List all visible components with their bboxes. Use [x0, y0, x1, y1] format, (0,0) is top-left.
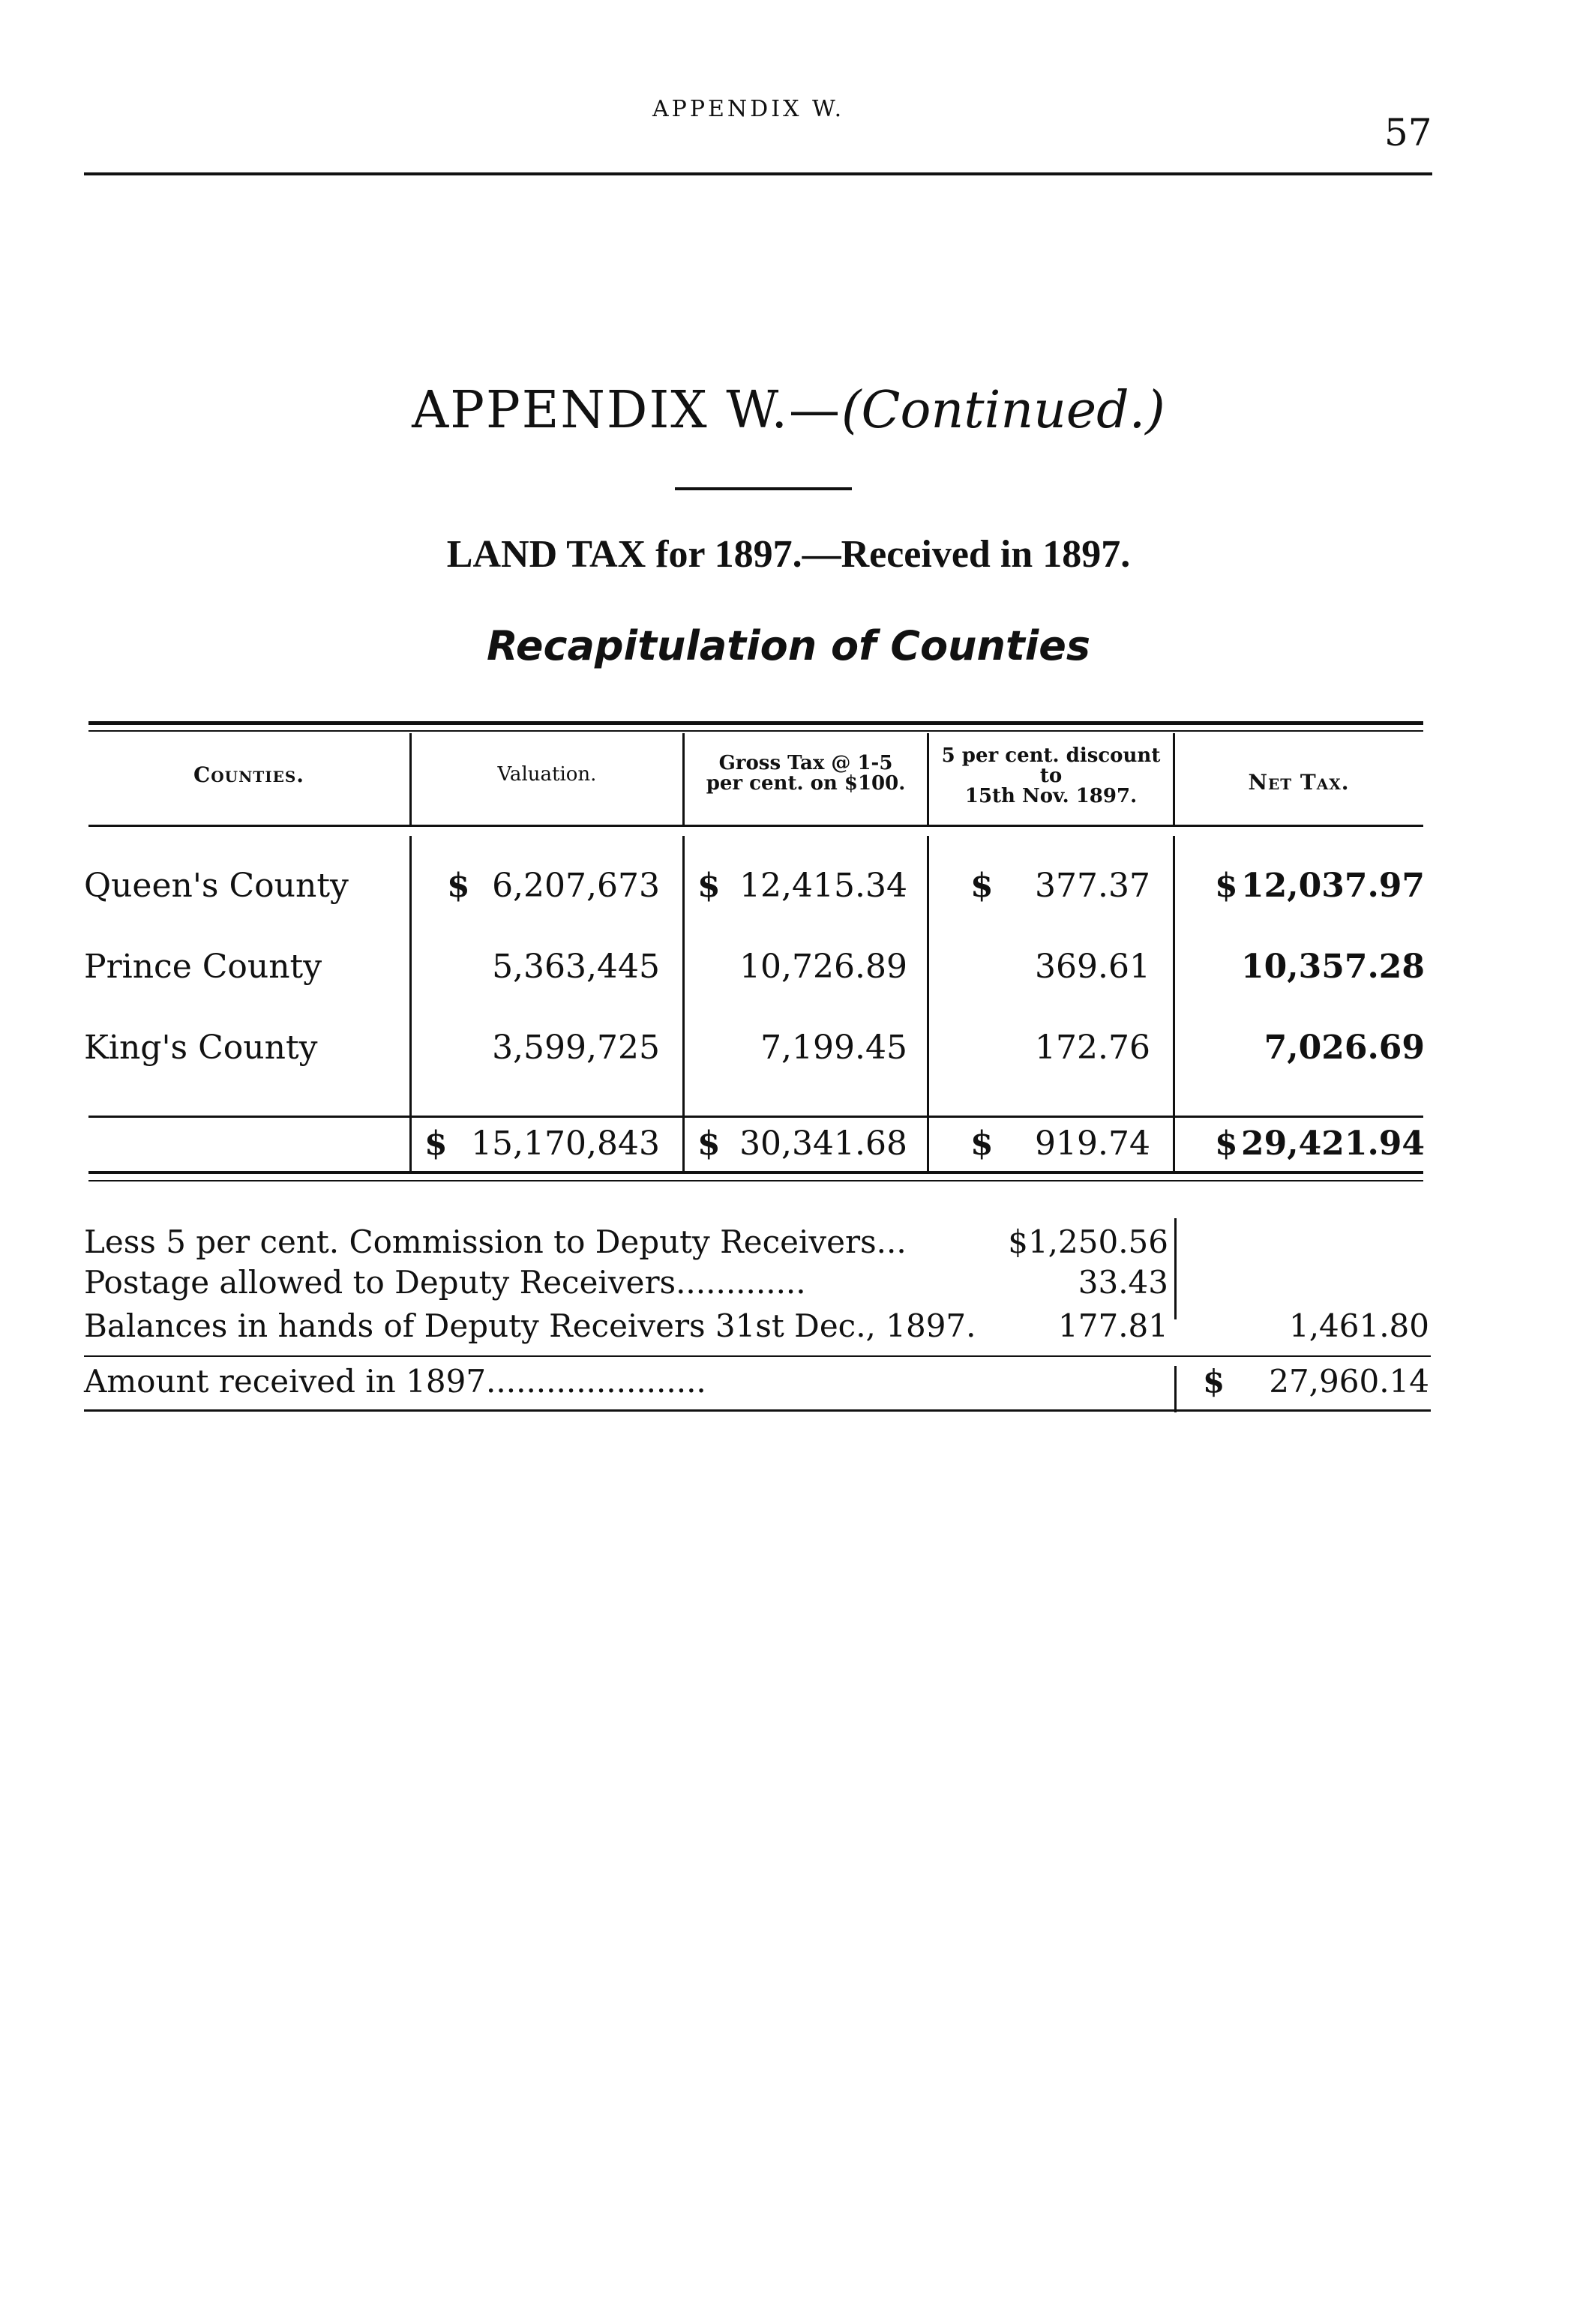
currency-symbol: $	[424, 1125, 448, 1163]
cell-county: Prince County	[84, 948, 322, 986]
title-main: APPENDIX W.—	[412, 381, 841, 440]
title-continued: (Continued.)	[841, 381, 1165, 440]
header-gross-tax	[685, 753, 927, 794]
header-discount-line1: 5 per cent. discount	[941, 744, 1161, 767]
currency-symbol: $	[697, 867, 721, 905]
header-rule	[84, 172, 1432, 175]
col-divider	[927, 836, 929, 1171]
total-net-tax: 29,421.94	[1241, 1125, 1425, 1163]
header-discount	[929, 746, 1173, 807]
cell-gross-tax: 12,415.34	[739, 867, 907, 905]
subtitle: LAND TAX for 1897.—Received in 1897.	[446, 533, 1131, 576]
header-valuation: Valuation.	[497, 763, 597, 786]
table-top-rule	[88, 721, 1423, 725]
commission-value: $1,250.56	[1008, 1223, 1168, 1260]
header-discount-line3: 15th Nov. 1897.	[964, 785, 1138, 807]
page-number: 57	[1384, 111, 1432, 154]
commission-label: Less 5 per cent. Commission to Deputy Receivers...	[84, 1223, 907, 1260]
cell-valuation: 5,363,445	[492, 948, 660, 986]
table-top-rule-thin	[88, 730, 1423, 732]
summary-rule	[84, 1355, 1431, 1357]
col-divider	[682, 836, 685, 1171]
total-valuation: 15,170,843	[471, 1125, 660, 1163]
currency-symbol: $	[970, 867, 994, 905]
cell-valuation: 6,207,673	[492, 867, 660, 905]
header-net-tax: Net Tax.	[1248, 770, 1350, 795]
currency-symbol: $	[1215, 1125, 1238, 1163]
postage-label: Postage allowed to Deputy Receivers.............	[84, 1264, 806, 1301]
amount-label: Amount received in 1897......................	[84, 1363, 706, 1400]
cell-net-tax: 10,357.28	[1241, 948, 1425, 986]
cell-gross-tax: 10,726.89	[739, 948, 907, 986]
running-header-title: APPENDIX W.	[652, 96, 845, 122]
deductions-total: 1,461.80	[1288, 1307, 1429, 1344]
cell-discount: 377.37	[1035, 867, 1150, 905]
totals-bottom-rule-thin	[88, 1180, 1423, 1181]
col-divider	[409, 836, 412, 1171]
cell-county: King's County	[84, 1029, 318, 1067]
summary-bottom-rule	[84, 1409, 1431, 1412]
currency-symbol: $	[447, 867, 470, 905]
total-gross-tax: 30,341.68	[739, 1125, 907, 1163]
total-discount: 919.74	[1035, 1125, 1150, 1163]
cell-discount: 172.76	[1035, 1029, 1150, 1067]
summary-divider	[1174, 1218, 1177, 1319]
section-heading: Recapitulation of Counties	[486, 622, 1091, 669]
balances-label: Balances in hands of Deputy Receivers 31st Dec., 1897.	[84, 1307, 976, 1344]
page-title	[0, 381, 1577, 440]
totals-bottom-rule	[88, 1171, 1423, 1174]
header-gross-tax-line1: Gross Tax @ 1-5	[718, 752, 893, 774]
cell-net-tax: 12,037.97	[1241, 867, 1425, 905]
currency-symbol: $	[1215, 867, 1238, 905]
header-gross-tax-line2: per cent. on $100.	[706, 772, 906, 795]
totals-top-rule	[88, 1116, 1423, 1118]
summary-divider	[1174, 1366, 1177, 1412]
header-bottom-rule	[88, 825, 1423, 827]
cell-valuation: 3,599,725	[492, 1029, 660, 1067]
cell-discount: 369.61	[1035, 948, 1150, 986]
currency-symbol: $	[1203, 1363, 1225, 1400]
cell-gross-tax: 7,199.45	[760, 1029, 907, 1067]
currency-symbol: $	[697, 1125, 721, 1163]
amount-value: 27,960.14	[1269, 1363, 1429, 1400]
cell-county: Queen's County	[84, 867, 349, 905]
cell-net-tax: 7,026.69	[1264, 1029, 1425, 1067]
header-counties: Counties.	[193, 762, 305, 787]
header-discount-line2: to	[1039, 765, 1063, 787]
currency-symbol: $	[970, 1125, 994, 1163]
title-rule	[675, 487, 852, 490]
postage-value: 33.43	[1078, 1264, 1168, 1301]
col-divider	[1173, 836, 1175, 1171]
balances-value: 177.81	[1058, 1307, 1168, 1344]
